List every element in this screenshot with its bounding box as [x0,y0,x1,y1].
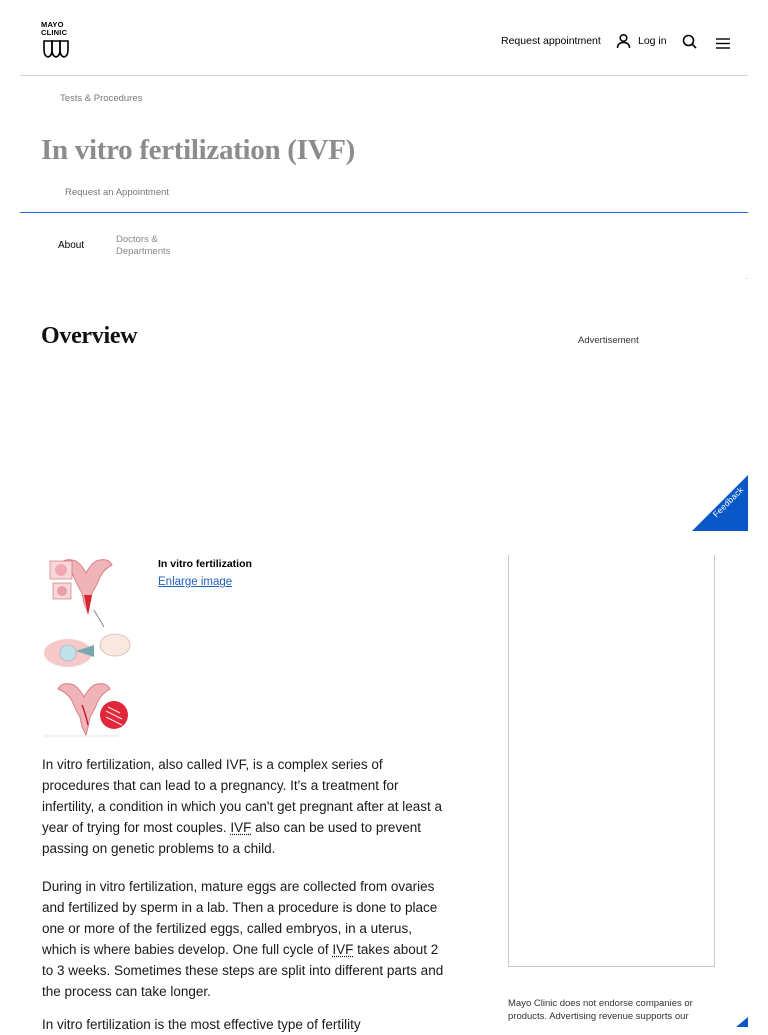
paragraph-2 [42,876,444,1002]
page-title: In vitro fertilization (IVF) [41,134,356,166]
shield-logo-icon [41,39,71,59]
advertisement-note: Mayo Clinic does not endorse companies or products. Advertising revenue supports our [508,998,693,1022]
advertisement-box [508,555,715,967]
search-icon[interactable] [682,34,698,55]
paragraph-1-text-b: also can be used to prevent passing on genetic problems to a child. [42,820,421,856]
section-heading: Overview [41,323,138,349]
menu-icon[interactable] [716,36,730,54]
paragraph-2-text-b: takes about 2 to 3 weeks. Sometimes these steps are split into different parts and the process can take longer. [42,942,444,999]
paragraph-1-text-a: In vitro fertilization, also called IVF, is a complex series of procedures that can lead to a pregnancy. It's a treatment for infertility, a condition in which you can't get pregnant after at least a year of trying for most couples. [42,757,443,835]
logo-line2: CLINIC [41,28,68,37]
logo-line1: MAYO [41,20,64,29]
enlarge-image-link[interactable]: Enlarge image [158,576,233,588]
scroll-corner-indicator [736,1014,748,1032]
paragraph-1 [42,754,444,859]
feedback-label: Feedback [710,484,746,520]
title-divider [20,212,748,213]
breadcrumb[interactable]: Tests & Procedures [60,93,143,104]
advertisement-label: Advertisement [578,335,639,346]
header-divider [20,75,748,76]
mayo-clinic-logo[interactable] [41,21,75,61]
login-link[interactable]: Log in [638,35,667,47]
ivf-illustration[interactable] [42,555,144,738]
paragraph-2-text-a: During in vitro fertilization, mature eggs are collected from ovaries and fertilized by sperm in a lab. Then a procedure is done to place one or more of the fertilized eggs, called embryos, in a uterus, which is where babies develop. One full cycle of [42,879,438,957]
figure-caption: In vitro fertilization [158,558,252,570]
paragraph-3: In vitro fertilization is the most effective type of fertility [42,1017,361,1032]
request-appointment-link[interactable]: Request appointment [501,35,601,47]
user-icon[interactable] [616,33,631,54]
ivf-abbreviation[interactable]: IVF [332,942,354,957]
request-an-appointment-link[interactable]: Request an Appointment [65,187,170,198]
tab-about[interactable]: About [58,240,85,251]
divider-dot [746,278,747,279]
feedback-button[interactable] [692,475,748,531]
ivf-abbreviation[interactable]: IVF [230,820,252,835]
tab-doctors-departments[interactable]: Doctors & Departments [116,234,171,257]
